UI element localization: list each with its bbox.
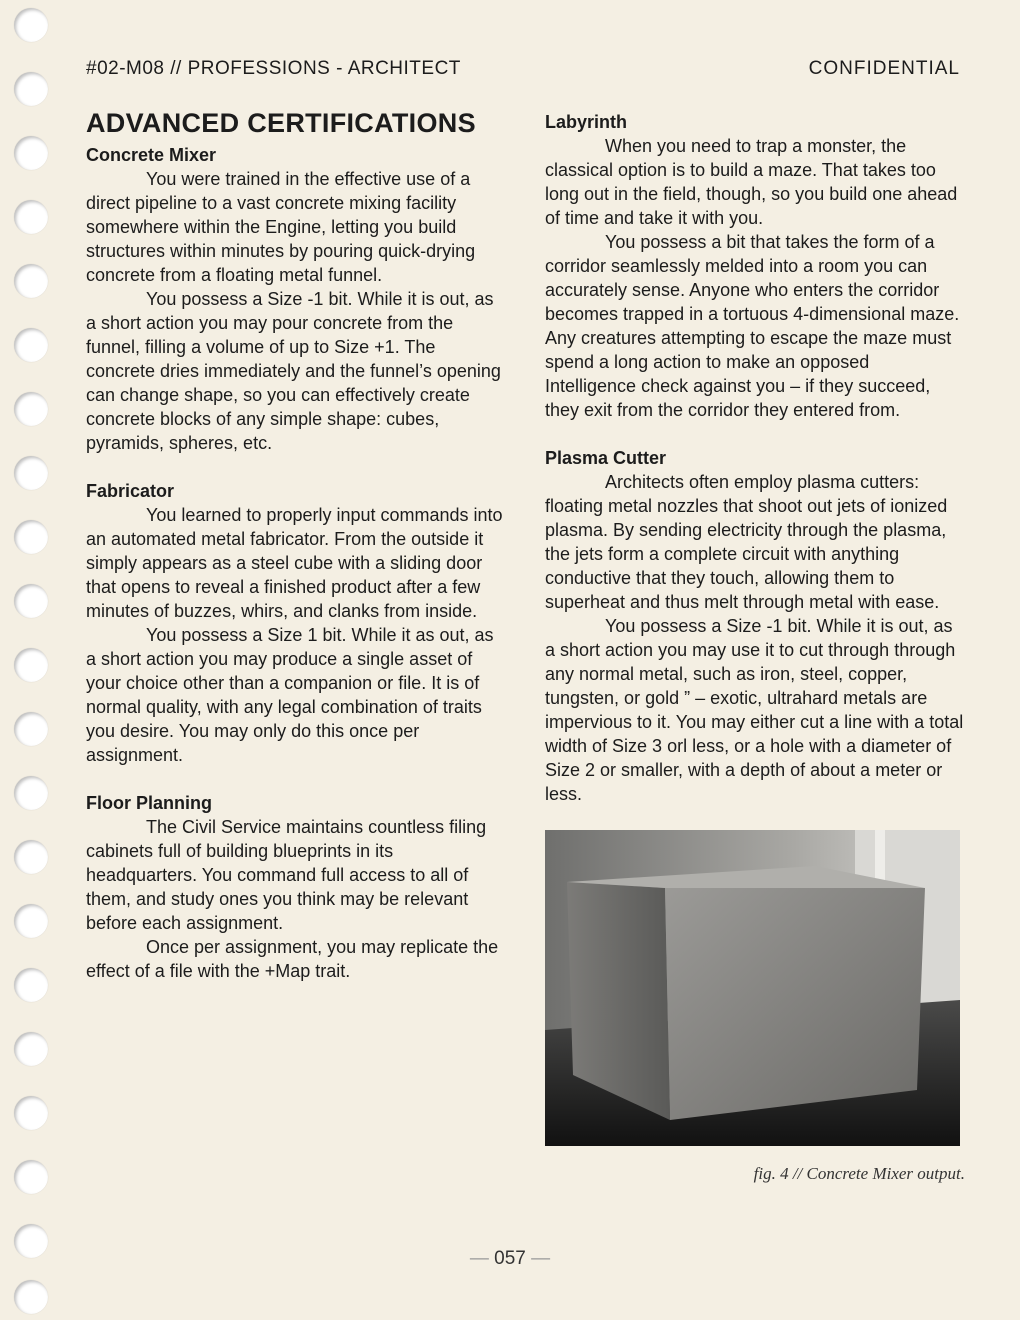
section-concrete-mixer (86, 143, 506, 455)
section-paragraph: When you need to trap a monster, the classical option is to build a maze. That takes too long out in the field, though, so you build one ahead of time and take it with you. (545, 136, 958, 228)
section-heading: Floor Planning (86, 793, 212, 813)
binder-hole (14, 840, 48, 874)
document-code-header: #02-M08 // PROFESSIONS - ARCHITECT (86, 58, 461, 79)
binder-hole (14, 904, 48, 938)
section-heading: Concrete Mixer (86, 145, 217, 165)
section-fabricator (86, 479, 506, 767)
section-paragraph: You possess a Size -1 bit. While it is out, as a short action you may pour concrete from the funnel, filling a volume of up to Size +1. The concrete dries immediately and the funnel’s opening can change shape, so you can effectively create concrete blocks of any simple shape: cubes, pyramids, spheres, etc. (86, 289, 501, 453)
section-floor-planning (86, 791, 506, 983)
binder-hole (14, 456, 48, 490)
page-number: 057 (494, 1248, 526, 1269)
figure-caption: fig. 4 // Concrete Mixer output. (753, 1164, 965, 1183)
binder-hole (14, 1096, 48, 1130)
section-labyrinth (545, 110, 965, 422)
binder-hole (14, 1032, 48, 1066)
binder-hole (14, 520, 48, 554)
binder-hole (14, 1160, 48, 1194)
section-paragraph: You possess a Size 1 bit. While it as out, as a short action you may produce a single asset of your choice other than a companion or file. It is of normal quality, with any legal combination of traits you desire. You may only do this once per assignment. (86, 625, 494, 765)
section-paragraph: You possess a Size -1 bit. While it is out, as a short action you may use it to cut through through any normal metal, such as iron, steel, copper, tungsten, or gold ” – exotic, ultrahard metals are impervious to it. You may either cut a line with a total width of Size 3 orl less, or a hole with a diameter of Size 2 or smaller, with a depth of about a meter or less. (545, 616, 964, 804)
section-plasma-cutter (545, 446, 965, 806)
binder-holes (0, 0, 60, 1320)
footer-dash: — (469, 1248, 489, 1269)
section-paragraph: Once per assignment, you may replicate the effect of a file with the +Map trait. (86, 937, 499, 981)
binder-hole (14, 584, 48, 618)
confidential-label: CONFIDENTIAL (808, 58, 960, 79)
section-heading: Labyrinth (545, 112, 628, 132)
page-title: ADVANCED CERTIFICATIONS (86, 108, 476, 138)
section-paragraph: You possess a bit that takes the form of a corridor seamlessly melded into a room you can accurately sense. Anyone who enters the corridor becomes trapped in a tortuous 4-dimensional maze. Any creatures attempting to escape the maze must spend a long action to make an opposed Intelligence check against you – if they succeed, they exit from the corridor they entered from. (545, 232, 960, 420)
binder-hole (14, 8, 48, 42)
section-heading: Fabricator (86, 481, 175, 501)
section-paragraph: The Civil Service maintains countless filing cabinets full of building blueprints in its headquarters. You command full access to all of them, and study ones you think may be relevant before each assignment. (86, 817, 487, 933)
section-paragraph: Architects often employ plasma cutters: floating metal nozzles that shoot out jets of ionized plasma. By sending electricity through the plasma, the jets form a complete circuit with anything conductive that they touch, allowing them to superheat and thus melt through metal with ease. (545, 472, 948, 612)
section-paragraph: You learned to properly input commands into an automated metal fabricator. From the outside it simply appears as a steel cube with a sliding door that opens to reveal a finished product after a few minutes of buzzes, whirs, and clanks from inside. (86, 505, 503, 621)
footer-dash: — (531, 1248, 551, 1269)
binder-hole (14, 776, 48, 810)
binder-hole (14, 1280, 48, 1314)
binder-hole (14, 328, 48, 362)
binder-hole (14, 136, 48, 170)
concrete-block-photo (545, 830, 960, 1146)
binder-hole (14, 72, 48, 106)
binder-hole (14, 392, 48, 426)
binder-hole (14, 200, 48, 234)
section-heading: Plasma Cutter (545, 448, 667, 468)
section-paragraph: You were trained in the effective use of a direct pipeline to a vast concrete mixing facility somewhere within the Engine, letting you build structures within minutes by pouring quick-drying concrete from a floating metal funnel. (86, 169, 476, 285)
binder-hole (14, 648, 48, 682)
binder-hole (14, 264, 48, 298)
right-column (545, 110, 965, 1184)
binder-hole (14, 968, 48, 1002)
binder-hole (14, 712, 48, 746)
page-number-footer (0, 1248, 1020, 1270)
left-column (86, 108, 506, 1007)
